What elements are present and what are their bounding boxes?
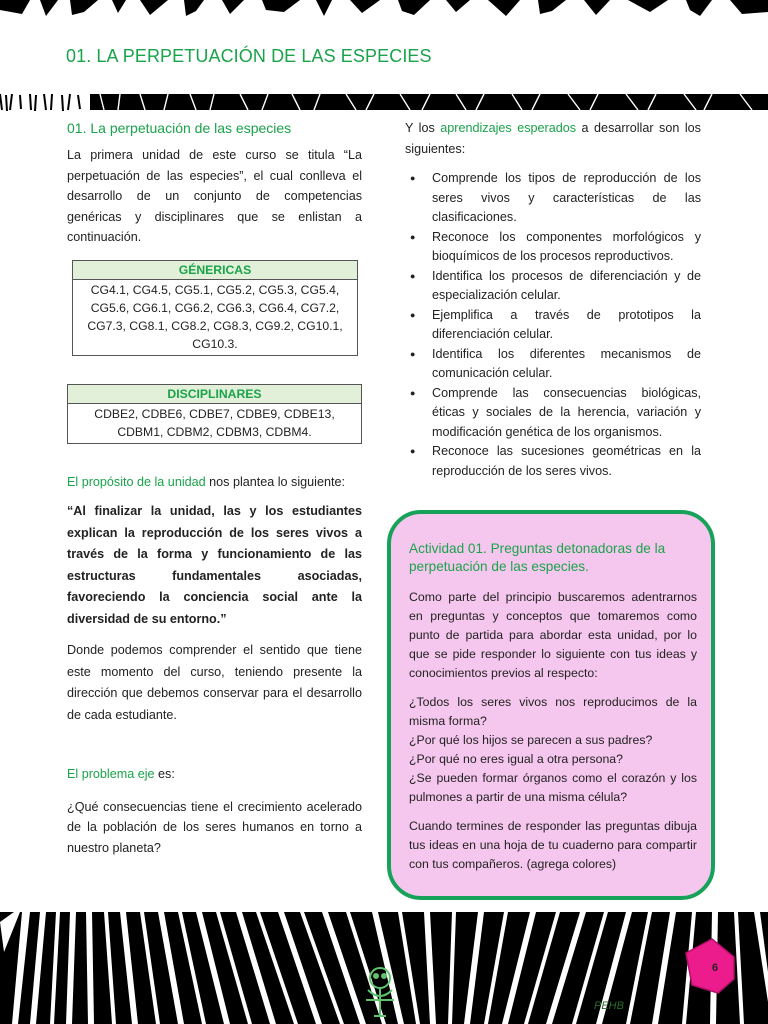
disciplinares-table xyxy=(67,384,362,444)
learning-list xyxy=(405,169,701,481)
activity-box xyxy=(387,510,715,900)
activity-questions xyxy=(409,693,697,807)
list-item: ● Reconoce las sucesiones geométricas en la reproducción de los seres vivos. xyxy=(432,442,701,481)
problema-question: ¿Qué consecuencias tiene el crecimiento acelerado de la población de los seres humanos en torno a nuestro planeta? xyxy=(67,799,362,855)
problema-paragraph xyxy=(67,764,362,785)
problema-rest: es: xyxy=(154,767,175,781)
proposito-label: El propósito de la unidad xyxy=(67,474,206,489)
proposito-paragraph xyxy=(67,472,362,493)
page-number-badge-icon xyxy=(678,935,738,995)
genericas-table xyxy=(72,260,358,356)
top-decorative-band xyxy=(0,0,768,18)
separator-band xyxy=(0,92,768,112)
list-item: ● Comprende las consecuencias biológicas, éticas y sociales de la herencia, variación y modificación genética de los organismos. xyxy=(432,384,701,443)
right-column xyxy=(405,118,701,481)
disciplinares-body: CDBE2, CDBE6, CDBE7, CDBE9, CDBE13, CDBM1, CDBM2, CDBM3, CDBM4. xyxy=(94,406,335,439)
list-item: ● Identifica los diferentes mecanismos de comunicación celular. xyxy=(432,345,701,384)
bottom-texture-graphic xyxy=(0,912,768,1024)
separator-texture-graphic xyxy=(0,92,768,112)
proposito-rest: nos plantea lo siguiente: xyxy=(205,474,345,489)
activity-closing: Cuando termines de responder las preguntas dibuja tus ideas en una hoja de tu cuaderno para compartir con tus compañeros. (agrega colores) xyxy=(409,819,697,871)
activity-question: ¿Todos los seres vivos nos reproducimos de la misma forma? xyxy=(409,695,697,728)
intro-paragraph: La primera unidad de este curso se titula “La perpetuación de las especies”, el cual conlleva el desarrollo de un conjunto de competencias genéricas y disciplinares que se enlistan a continuación. xyxy=(67,148,362,244)
list-item: ● Identifica los procesos de diferenciación y de especialización celular. xyxy=(432,267,701,306)
page-title: 01. LA PERPETUACIÓN DE LAS ESPECIES xyxy=(66,46,432,66)
activity-heading: Actividad 01. Preguntas detonadoras de la perpetuación de las especies. xyxy=(409,541,666,574)
activity-question: ¿Se pueden formar órganos como el corazón y los pulmones a partir de una misma célula? xyxy=(409,771,697,804)
left-column xyxy=(67,118,362,858)
problema-label: El problema eje xyxy=(67,767,155,781)
page-number: 6 xyxy=(712,962,719,974)
activity-intro: Como parte del principio buscaremos adentrarnos en preguntas y conceptos que tomaremos como punto de partida para abordar esta unidad, por lo que se pide responder lo siguiente con tus ideas y conocimientos previos al respecto: xyxy=(409,590,697,680)
section-heading: 01. La perpetuación de las especies xyxy=(67,120,292,136)
genericas-body: CG4.1, CG4.5, CG5.1, CG5.2, CG5.3, CG5.4, CG5.6, CG6.1, CG6.2, CG6.3, CG6.4, CG7.2, CG7.3, CG8.1, CG8.2, CG8.3, CG9.2, CG10.1, CG10.3. xyxy=(87,282,343,351)
learning-intro-post: a desarrollar son los siguientes: xyxy=(405,121,701,156)
learning-label: aprendizajes esperados xyxy=(440,121,577,135)
learning-intro xyxy=(405,118,701,159)
list-item: ● Comprende los tipos de reproducción de los seres vivos y características de las clasificaciones. xyxy=(432,169,701,228)
purpose-quote: “Al finalizar la unidad, las y los estudiantes explican la reproducción de los seres vivos a través de la forma y funcionamiento de las estructuras fundamentales asociadas, favoreciendo la conciencia social ante la diversidad de su entorno.” xyxy=(67,504,362,626)
list-item: ● Ejemplifica a través de prototipos la diferenciación celular. xyxy=(432,306,701,345)
genericas-header: GÉNERICAS xyxy=(73,260,358,279)
activity-question: ¿Por qué no eres igual a otra persona? xyxy=(409,752,623,766)
author-signature: PEHB xyxy=(594,1000,624,1012)
donde-paragraph: Donde podemos comprender el sentido que tiene este momento del curso, teniendo presente la dirección que debemos conservar para el desarrollo de cada estudiante. xyxy=(67,643,362,722)
learning-intro-pre: Y los xyxy=(405,121,441,135)
list-item: ● Reconoce los componentes morfológicos y bioquímicos de los procesos reproductivos. xyxy=(432,228,701,267)
activity-question: ¿Por qué los hijos se parecen a sus padres? xyxy=(409,733,653,747)
bottom-decorative-band xyxy=(0,912,768,1024)
disciplinares-header: DISCIPLINARES xyxy=(68,384,362,403)
top-texture-graphic xyxy=(0,0,768,18)
